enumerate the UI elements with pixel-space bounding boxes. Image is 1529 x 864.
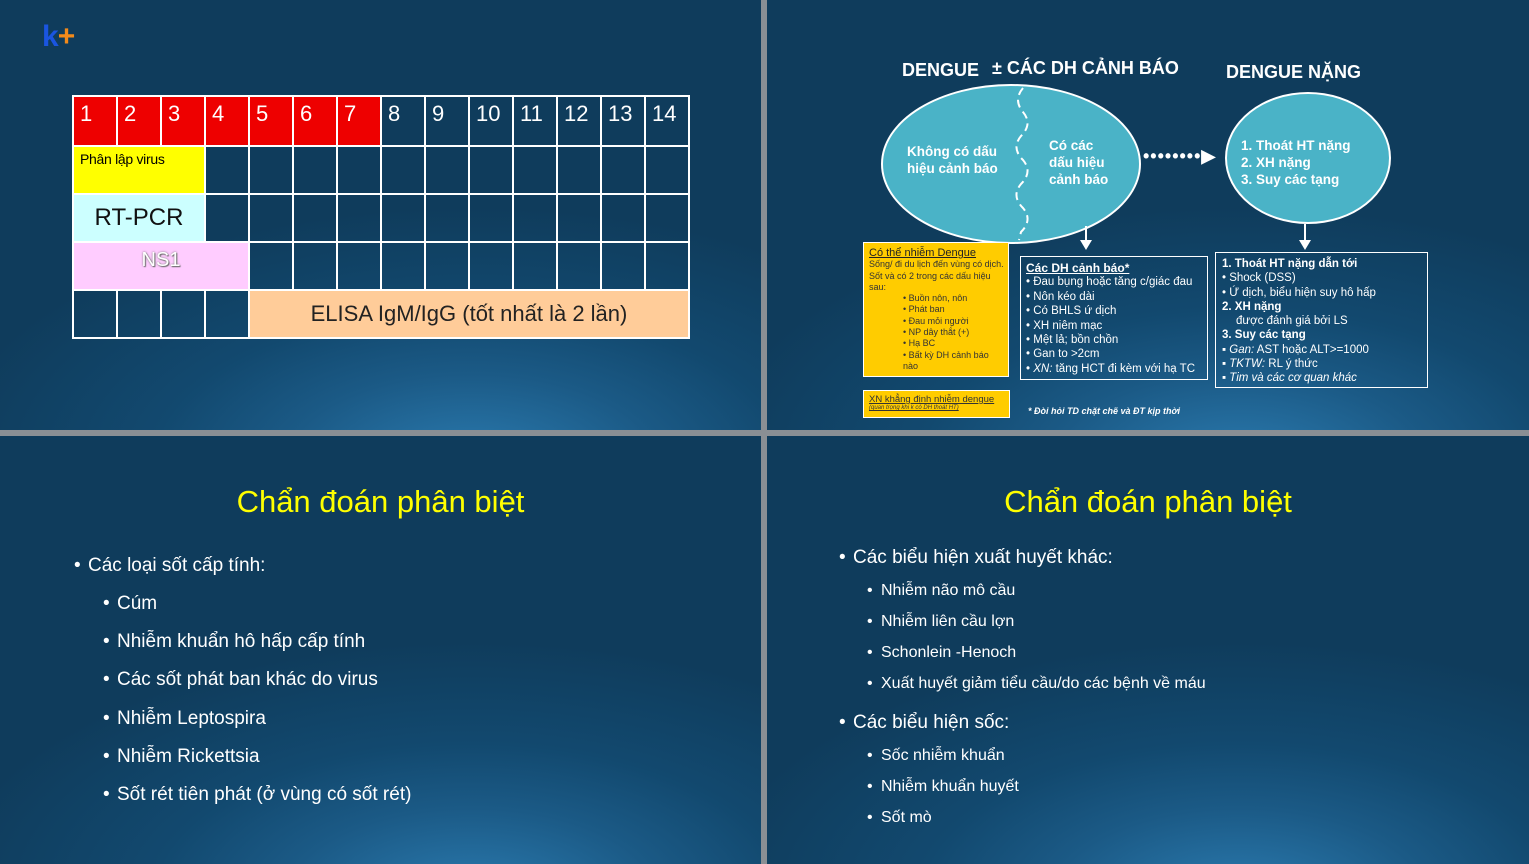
footnote: * Đòi hỏi TD chặt chẽ và ĐT kịp thời	[1028, 406, 1181, 416]
day-cell: 1	[73, 96, 117, 146]
slide-differential-diagnosis-fever	[0, 436, 761, 864]
no-warning-signs-text: Không có dấu hiệu cảnh báo	[907, 144, 998, 176]
warning-signs-box: Các DH cảnh báo* • Đau bụng hoặc tăng c/giác đau • Nôn kéo dài • Có BHLS ứ dịch • XH niêm mạc • Mệt lả; bồn chồn • Gan to >2cm • XN: tăng HCT đi kèm với hạ TC	[1020, 256, 1208, 380]
probable-dengue-box: Có thể nhiễm Dengue Sống/ đi du lịch đến vùng có dịch. Sốt và có 2 trong các dấu hiệu sau: • Buồn nôn, nôn • Phát ban • Đau mỏi người • NP dây thắt (+) • Hạ BC • Bất kỳ DH cảnh báo nào	[863, 242, 1009, 377]
with-warning-signs-text: Có các dấu hiệu cảnh báo	[1049, 138, 1109, 187]
elisa-row	[73, 290, 689, 338]
list-heading: • Các loại sốt cấp tính:	[88, 555, 265, 577]
probable-dengue-list: • Buồn nôn, nôn • Phát ban • Đau mỏi người • NP dây thắt (+) • Hạ BC • Bất kỳ DH cảnh báo nào	[869, 293, 1004, 372]
ns1-row	[73, 242, 689, 290]
confirm-dengue-box: XN khẳng định nhiễm dengue (quan trọng khi k có DH thoát HT)	[863, 390, 1010, 418]
list-item: • Nhiễm Rickettsia	[117, 746, 260, 768]
list-item: • Các sốt phát ban khác do virus	[117, 669, 378, 691]
list-item: • Sốc nhiễm khuẩn	[881, 747, 1005, 765]
list-item: • Sốt mò	[881, 809, 932, 827]
slide-differential-diagnosis-bleeding-shock	[767, 436, 1529, 864]
day-cell: 2	[117, 96, 161, 146]
list-item: • Sốt rét tiên phát (ở vùng có sốt rét)	[117, 784, 411, 806]
slide-dengue-classification	[767, 0, 1529, 430]
slide-title: Chẩn đoán phân biệt	[236, 484, 525, 519]
list-heading: • Các biểu hiện sốc:	[853, 712, 1009, 734]
title-severe-dengue: DENGUE NẶNG	[1226, 62, 1362, 82]
day-header-row	[73, 96, 689, 146]
virus-isolation-cell: Phân lập virus	[73, 146, 205, 194]
ns1-cell: NS1	[73, 242, 249, 290]
day-cell: 9	[425, 96, 469, 146]
rt-pcr-cell: RT-PCR	[73, 194, 205, 242]
day-cell: 12	[557, 96, 601, 146]
list-item: • Xuất huyết giảm tiểu cầu/do các bệnh về máu	[881, 675, 1206, 693]
day-cell: 10	[469, 96, 513, 146]
day-cell: 3	[161, 96, 205, 146]
day-cell: 8	[381, 96, 425, 146]
day-cell: 6	[293, 96, 337, 146]
list-item: • Nhiễm Leptospira	[117, 708, 266, 730]
list-item: • Nhiễm khuẩn huyết	[881, 778, 1019, 796]
elisa-cell: ELISA IgM/IgG (tốt nhất là 2 lần)	[249, 290, 689, 338]
list-item: • Cúm	[117, 593, 157, 615]
arrow-down-icon	[1299, 240, 1311, 250]
test-timeline-table	[72, 95, 690, 339]
day-cell: 14	[645, 96, 689, 146]
slide-title: Chẩn đoán phân biệt	[1004, 484, 1292, 519]
title-dengue: DENGUE	[902, 60, 980, 80]
pcr-row	[73, 194, 689, 242]
list-item: • Nhiễm não mô cầu	[881, 582, 1015, 600]
list-item: • Nhiễm khuẩn hô hấp cấp tính	[117, 631, 365, 653]
day-cell: 11	[513, 96, 557, 146]
day-cell: 13	[601, 96, 645, 146]
divider-wavy-line	[1007, 86, 1037, 242]
k-plus-logo: k+	[42, 20, 75, 53]
slide-dengue-tests-timeline	[0, 0, 761, 430]
dotted-arrow: ••••••••▶	[1143, 146, 1217, 166]
list-heading: • Các biểu hiện xuất huyết khác:	[853, 547, 1113, 569]
list-item: • Nhiễm liên cầu lợn	[881, 613, 1014, 631]
arrow-down-icon	[1080, 240, 1092, 250]
day-cell: 7	[337, 96, 381, 146]
severe-dengue-box: 1. Thoát HT nặng dẫn tới • Shock (DSS) • Ứ dịch, biểu hiện suy hô hấp 2. XH nặng được đánh giá bởi LS 3. Suy các tạng ▪ Gan: AST hoặc ALT>=1000 ▪ TKTW: RL ý thức ▪ Tim và các cơ quan khác	[1215, 252, 1428, 388]
day-cell: 5	[249, 96, 293, 146]
severe-criteria-text: 1. Thoát HT nặng 2. XH nặng 3. Suy các tạng	[1241, 138, 1351, 187]
list-item: • Schonlein -Henoch	[881, 644, 1016, 662]
title-warning-signs: ± CÁC DH CẢNH BÁO	[992, 58, 1179, 78]
day-cell: 4	[205, 96, 249, 146]
virus-row	[73, 146, 689, 194]
